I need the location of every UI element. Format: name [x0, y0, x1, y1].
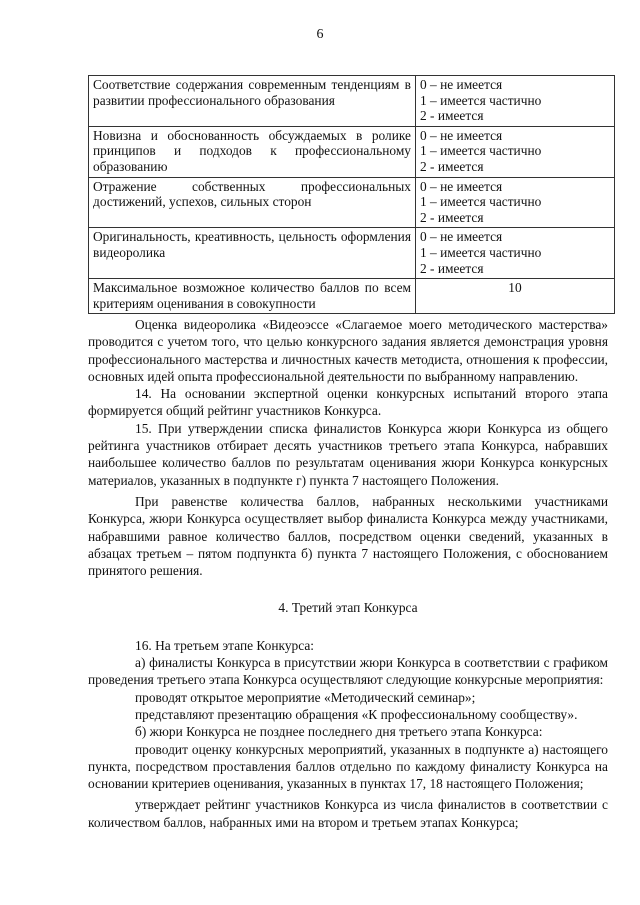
criterion-cell: Отражение собственных профессиональных достижений, успехов, сильных сторон [89, 177, 416, 228]
score-option: 2 - имеется [420, 108, 484, 124]
total-label-cell: Максимальное возможное количество баллов по всем критериям оценивания в совокупности [89, 279, 416, 314]
score-option: 1 – имеется частично [420, 143, 542, 159]
total-value-cell: 10 [416, 279, 615, 314]
score-option: 2 - имеется [420, 260, 484, 276]
criteria-table [88, 75, 615, 314]
score-option: 0 – не имеется [420, 77, 503, 92]
score-option: 0 – не имеется [420, 127, 503, 143]
paragraph: 15. При утверждении списка финалистов Конкурса жюри Конкурса из общего рейтинга участников отбирает десять участников третьего этапа Конкурса, набравших наибольшее количество баллов по результатам оценивания жюри Конкурса конкурсных материалов, указанных в подпункте г) пункта 7 настоящего Положения. [88, 420, 608, 488]
table-row [89, 177, 615, 228]
criterion-cell: Новизна и обоснованность обсуждаемых в ролике принципов и подходов к профессиональному образованию [89, 126, 416, 177]
score-cell [416, 76, 615, 127]
table-row [89, 228, 615, 279]
score-option: 1 – имеется частично [420, 244, 542, 260]
section-title: 4. Третий этап Конкурса [278, 600, 418, 616]
criterion-cell: Соответствие содержания современным тенденциям в развитии профессионального образования [89, 76, 416, 127]
paragraph: а) финалисты Конкурса в присутствии жюри Конкурса в соответствии с графиком проведения третьего этапа Конкурса осуществляют следующие конкурсные мероприятия: [88, 655, 608, 688]
paragraph: б) жюри Конкурса не позднее последнего дня третьего этапа Конкурса: [135, 724, 543, 740]
paragraph: При равенстве количества баллов, набранных несколькими участниками Конкурса, жюри Конкурса осуществляет выбор финалиста Конкурса между участниками, набравшими равное количество баллов, посредством оценки сведений, указанных в абзацах третьем – пятом подпункта б) пункта 7 настоящего Положения, с обоснованием принятого решения. [88, 493, 608, 579]
criterion-cell: Оригинальность, креативность, цельность оформления видеоролика [89, 228, 416, 279]
score-option: 0 – не имеется [420, 178, 503, 194]
table-row [89, 126, 615, 177]
paragraph: проводит оценку конкурсных мероприятий, указанных в подпункте а) настоящего пункта, посредством проставления баллов отдельно по каждому финалисту Конкурса на основании критериев оценивания, указанных в пунктах 17, 18 настоящего Положения; [88, 741, 608, 792]
document-body [88, 316, 608, 831]
score-option: 0 – не имеется [420, 229, 503, 245]
table-row [89, 76, 615, 127]
paragraph: проводят открытое мероприятие «Методический семинар»; [135, 689, 476, 705]
page-number: 6 [316, 27, 324, 42]
score-option: 1 – имеется частично [420, 92, 542, 108]
score-option: 2 - имеется [420, 158, 484, 174]
paragraph: 14. На основании экспертной оценки конкурсных испытаний второго этапа формируется общий рейтинг участников Конкурса. [88, 386, 608, 419]
table-total-row [89, 279, 615, 314]
score-option: 2 - имеется [420, 209, 484, 225]
score-option: 1 – имеется частично [420, 194, 542, 210]
score-cell [416, 126, 615, 177]
score-cell [416, 228, 615, 279]
score-cell [416, 177, 615, 228]
paragraph: Оценка видеоролика «Видеоэссе «Слагаемое моего методического мастерства» проводится с учетом того, что целью конкурсного задания является демонстрация уровня профессионального мастерства и личностных качеств методиста, отношения к профессии, основных идей опыта профессиональной деятельности по выбранному направлению. [88, 317, 608, 384]
paragraph: 16. На третьем этапе Конкурса: [135, 637, 315, 653]
paragraph: представляют презентацию обращения «К профессиональному сообществу». [135, 706, 578, 722]
paragraph: утверждает рейтинг участников Конкурса из числа финалистов в соответствии с количеством баллов, набранных ими на втором и третьем этапах Конкурса; [88, 797, 608, 830]
